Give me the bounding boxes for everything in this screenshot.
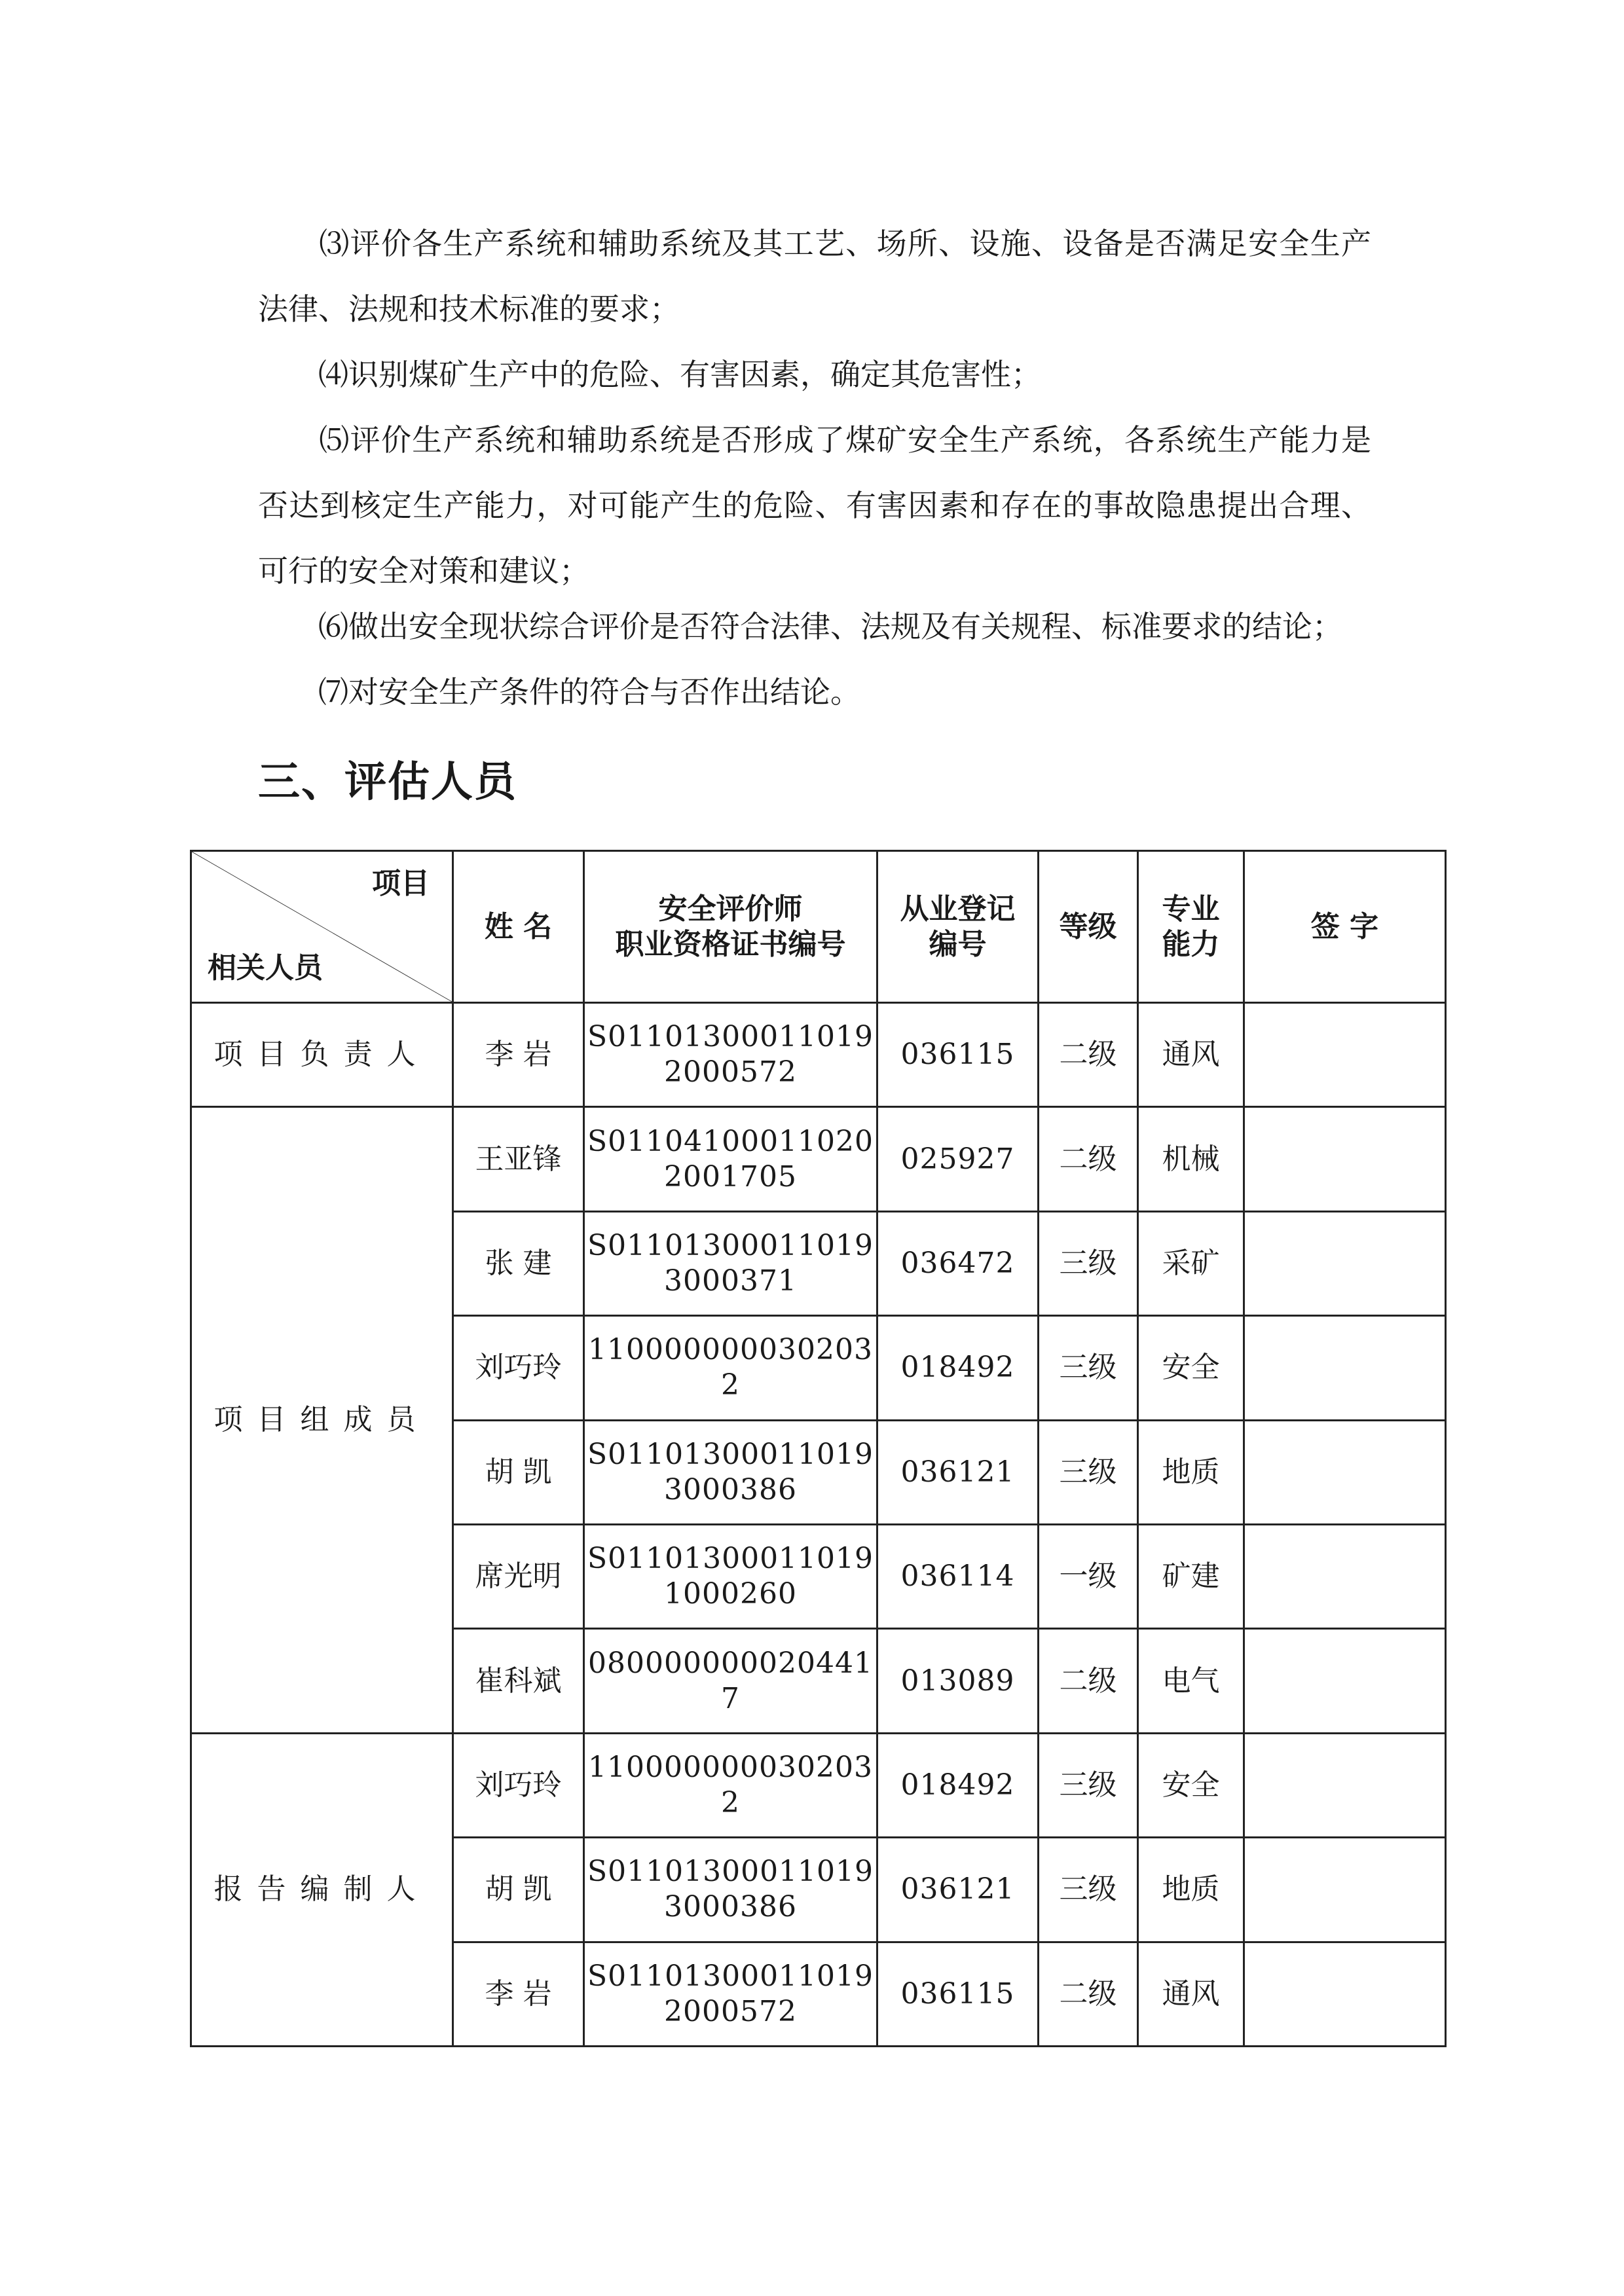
- role-cell: 报告编制人: [191, 1733, 453, 2046]
- cert-number-cell: S011013000110193000386: [584, 1420, 877, 1524]
- paragraph-item-3: [258, 211, 1371, 342]
- staff-table: [190, 850, 1447, 2047]
- name-cell: 王亚锋: [453, 1107, 584, 1211]
- table-header-row: [191, 851, 1446, 1003]
- grade-cell: 三级: [1039, 1211, 1138, 1315]
- cert-number-cell: S011013000110191000260: [584, 1524, 877, 1628]
- name-cell: 崔科斌: [453, 1629, 584, 1733]
- grade-cell: 二级: [1039, 1942, 1138, 2046]
- paragraph-text: ⑶评价各生产系统和辅助系统及其工艺、场所、设施、设备是否满足安全生产法律、法规和技术标准的要求；: [258, 226, 1371, 327]
- specialty-cell: 安全: [1138, 1733, 1244, 1837]
- signature-cell[interactable]: [1244, 1733, 1446, 1837]
- cert-number-cell: S011013000110192000572: [584, 1003, 877, 1107]
- signature-cell[interactable]: [1244, 1420, 1446, 1524]
- cert-number-cell: 0800000000204417: [584, 1629, 877, 1733]
- registration-number-cell: 013089: [877, 1629, 1039, 1733]
- specialty-cell: 安全: [1138, 1316, 1244, 1420]
- name-cell: 席光明: [453, 1524, 584, 1628]
- grade-cell: 三级: [1039, 1420, 1138, 1524]
- cert-number-cell: 1100000000302032: [584, 1316, 877, 1420]
- cert-number-cell: 1100000000302032: [584, 1733, 877, 1837]
- specialty-cell: 通风: [1138, 1003, 1244, 1107]
- signature-cell[interactable]: [1244, 1942, 1446, 2046]
- header-grade: 等级: [1039, 851, 1138, 1003]
- registration-number-cell: 036121: [877, 1420, 1039, 1524]
- registration-number-cell: 036121: [877, 1838, 1039, 1942]
- section-title: 三、评估人员: [258, 758, 517, 807]
- registration-number-cell: 036115: [877, 1942, 1039, 2046]
- name-cell: 胡 凯: [453, 1838, 584, 1942]
- header-signature: 签 字: [1244, 851, 1446, 1003]
- grade-cell: 二级: [1039, 1107, 1138, 1211]
- signature-cell[interactable]: [1244, 1211, 1446, 1315]
- registration-number-cell: 036472: [877, 1211, 1039, 1315]
- header-name: 姓 名: [453, 851, 584, 1003]
- signature-cell[interactable]: [1244, 1524, 1446, 1628]
- paragraph-text: ⑺对安全生产条件的符合与否作出结论。: [318, 674, 860, 710]
- registration-number-cell: 018492: [877, 1316, 1039, 1420]
- specialty-cell: 矿建: [1138, 1524, 1244, 1628]
- registration-number-cell: 025927: [877, 1107, 1039, 1211]
- header-registration-number: 从业登记 编号: [877, 851, 1039, 1003]
- registration-number-cell: 018492: [877, 1733, 1039, 1837]
- role-cell: 项目负责人: [191, 1003, 453, 1107]
- paragraph-text: ⑹做出安全现状综合评价是否符合法律、法规及有关规程、标准要求的结论；: [318, 609, 1342, 644]
- header-specialty: 专业 能力: [1138, 851, 1244, 1003]
- name-cell: 张 建: [453, 1211, 584, 1315]
- specialty-cell: 通风: [1138, 1942, 1244, 2046]
- signature-cell[interactable]: [1244, 1107, 1446, 1211]
- grade-cell: 三级: [1039, 1316, 1138, 1420]
- grade-cell: 一级: [1039, 1524, 1138, 1628]
- header-cert-number: 安全评价师 职业资格证书编号: [584, 851, 877, 1003]
- signature-cell[interactable]: [1244, 1003, 1446, 1107]
- registration-number-cell: 036115: [877, 1003, 1039, 1107]
- paragraph-item-6: [258, 594, 1371, 659]
- paragraph-item-7: [258, 659, 1371, 725]
- cert-number-cell: S011013000110192000572: [584, 1942, 877, 2046]
- signature-cell[interactable]: [1244, 1838, 1446, 1942]
- name-cell: 李 岩: [453, 1003, 584, 1107]
- grade-cell: 三级: [1039, 1838, 1138, 1942]
- table-row: [191, 1003, 1446, 1107]
- table-body: [191, 1003, 1446, 2047]
- paragraph-text: ⑷识别煤矿生产中的危险、有害因素，确定其危害性；: [318, 357, 1041, 392]
- specialty-cell: 地质: [1138, 1838, 1244, 1942]
- signature-cell[interactable]: [1244, 1629, 1446, 1733]
- cert-number-cell: S011013000110193000371: [584, 1211, 877, 1315]
- table-row: [191, 1733, 1446, 1837]
- paragraph-item-4: [258, 342, 1371, 407]
- paragraph-text: ⑸评价生产系统和辅助系统是否形成了煤矿安全生产系统，各系统生产能力是否达到核定生产能力，对可能产生的危险、有害因素和存在的事故隐患提出合理、可行的安全对策和建议；: [258, 422, 1371, 589]
- header-project: 项目: [372, 867, 430, 900]
- table-row: [191, 1107, 1446, 1211]
- name-cell: 李 岩: [453, 1942, 584, 2046]
- cert-number-cell: S011013000110193000386: [584, 1838, 877, 1942]
- name-cell: 刘巧玲: [453, 1316, 584, 1420]
- registration-number-cell: 036114: [877, 1524, 1039, 1628]
- grade-cell: 三级: [1039, 1733, 1138, 1837]
- grade-cell: 二级: [1039, 1003, 1138, 1107]
- specialty-cell: 机械: [1138, 1107, 1244, 1211]
- header-related-staff: 相关人员: [208, 951, 323, 985]
- signature-cell[interactable]: [1244, 1316, 1446, 1420]
- specialty-cell: 采矿: [1138, 1211, 1244, 1315]
- specialty-cell: 地质: [1138, 1420, 1244, 1524]
- specialty-cell: 电气: [1138, 1629, 1244, 1733]
- grade-cell: 二级: [1039, 1629, 1138, 1733]
- name-cell: 刘巧玲: [453, 1733, 584, 1837]
- diagonal-header-cell: [191, 851, 453, 1003]
- role-cell: 项目组成员: [191, 1107, 453, 1733]
- paragraph-item-5: [258, 407, 1371, 604]
- name-cell: 胡 凯: [453, 1420, 584, 1524]
- cert-number-cell: S011041000110202001705: [584, 1107, 877, 1211]
